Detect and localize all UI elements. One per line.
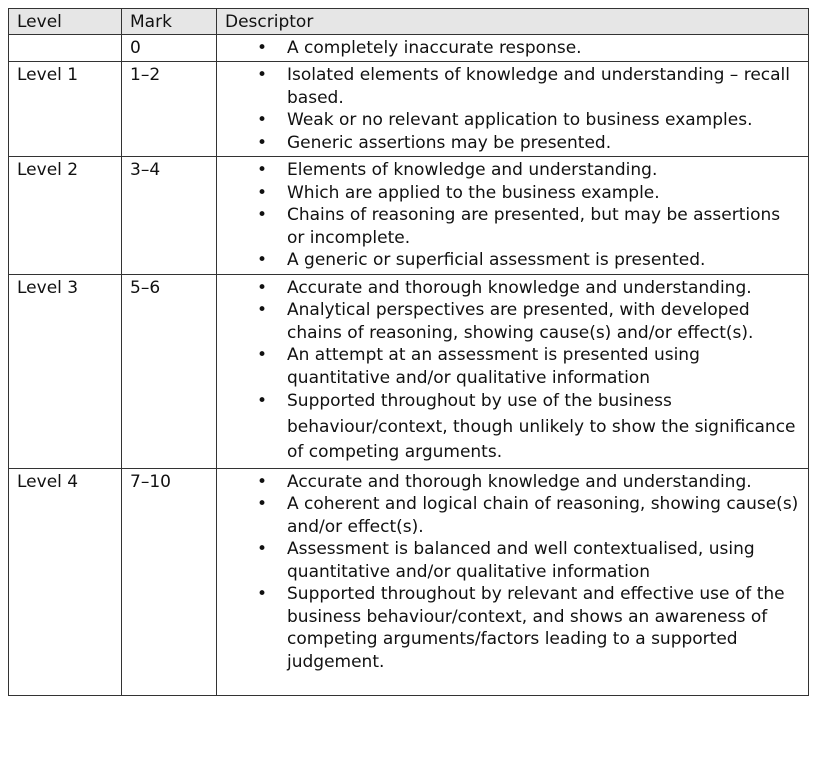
table-row-level-3 [9, 274, 809, 468]
descriptor-item: • Analytical perspectives are presented, with developed chains of reasoning, showing cause(s) and/or effect(s). [225, 299, 800, 344]
descriptor-item: • Generic assertions may be presented. [225, 132, 800, 155]
level-cell: Level 1 [9, 62, 122, 157]
descriptor-list [225, 37, 800, 60]
table-row-level-0 [9, 34, 809, 62]
descriptor-list [225, 277, 800, 466]
descriptor-cell [217, 157, 809, 275]
descriptor-item: • Assessment is balanced and well contextualised, using quantitative and/or qualitative information [225, 538, 800, 583]
descriptor-item: • Supported throughout by use of the business behaviour/context, though unlikely to show the significance of competing arguments. [225, 389, 800, 466]
level-cell: Level 4 [9, 468, 122, 695]
descriptor-item: • Supported throughout by relevant and effective use of the business behaviour/context, and shows an awareness of competing arguments/factors leading to a supported judgement. [225, 583, 800, 673]
mark-header: Mark [122, 9, 217, 35]
descriptor-cell [217, 274, 809, 468]
level-cell: Level 3 [9, 274, 122, 468]
descriptor-item: • Which are applied to the business example. [225, 182, 800, 205]
table-row-level-1 [9, 62, 809, 157]
descriptor-item: • Accurate and thorough knowledge and understanding. [225, 471, 800, 494]
level-header: Level [9, 9, 122, 35]
descriptor-item: • Accurate and thorough knowledge and understanding. [225, 277, 800, 300]
header-row [9, 9, 809, 35]
descriptor-item: • A completely inaccurate response. [225, 37, 800, 60]
descriptor-list [225, 64, 800, 154]
mark-cell: 1–2 [122, 62, 217, 157]
mark-cell: 3–4 [122, 157, 217, 275]
level-cell: Level 2 [9, 157, 122, 275]
table-row-level-4 [9, 468, 809, 695]
descriptor-cell [217, 468, 809, 695]
descriptor-cell [217, 62, 809, 157]
descriptor-header: Descriptor [217, 9, 809, 35]
level-cell [9, 34, 122, 62]
levels-table [8, 8, 809, 696]
descriptor-item: • Weak or no relevant application to business examples. [225, 109, 800, 132]
descriptor-item: • A coherent and logical chain of reasoning, showing cause(s) and/or effect(s). [225, 493, 800, 538]
descriptor-item: • Chains of reasoning are presented, but may be assertions or incomplete. [225, 204, 800, 249]
descriptor-item: • An attempt at an assessment is presented using quantitative and/or qualitative information [225, 344, 800, 389]
mark-cell: 7–10 [122, 468, 217, 695]
descriptor-item: • Elements of knowledge and understanding. [225, 159, 800, 182]
mark-cell: 5–6 [122, 274, 217, 468]
descriptor-list [225, 471, 800, 674]
descriptor-list [225, 159, 800, 272]
descriptor-item: • A generic or superficial assessment is presented. [225, 249, 800, 272]
table-row-level-2 [9, 157, 809, 275]
descriptor-cell [217, 34, 809, 62]
mark-cell: 0 [122, 34, 217, 62]
descriptor-item: • Isolated elements of knowledge and understanding – recall based. [225, 64, 800, 109]
